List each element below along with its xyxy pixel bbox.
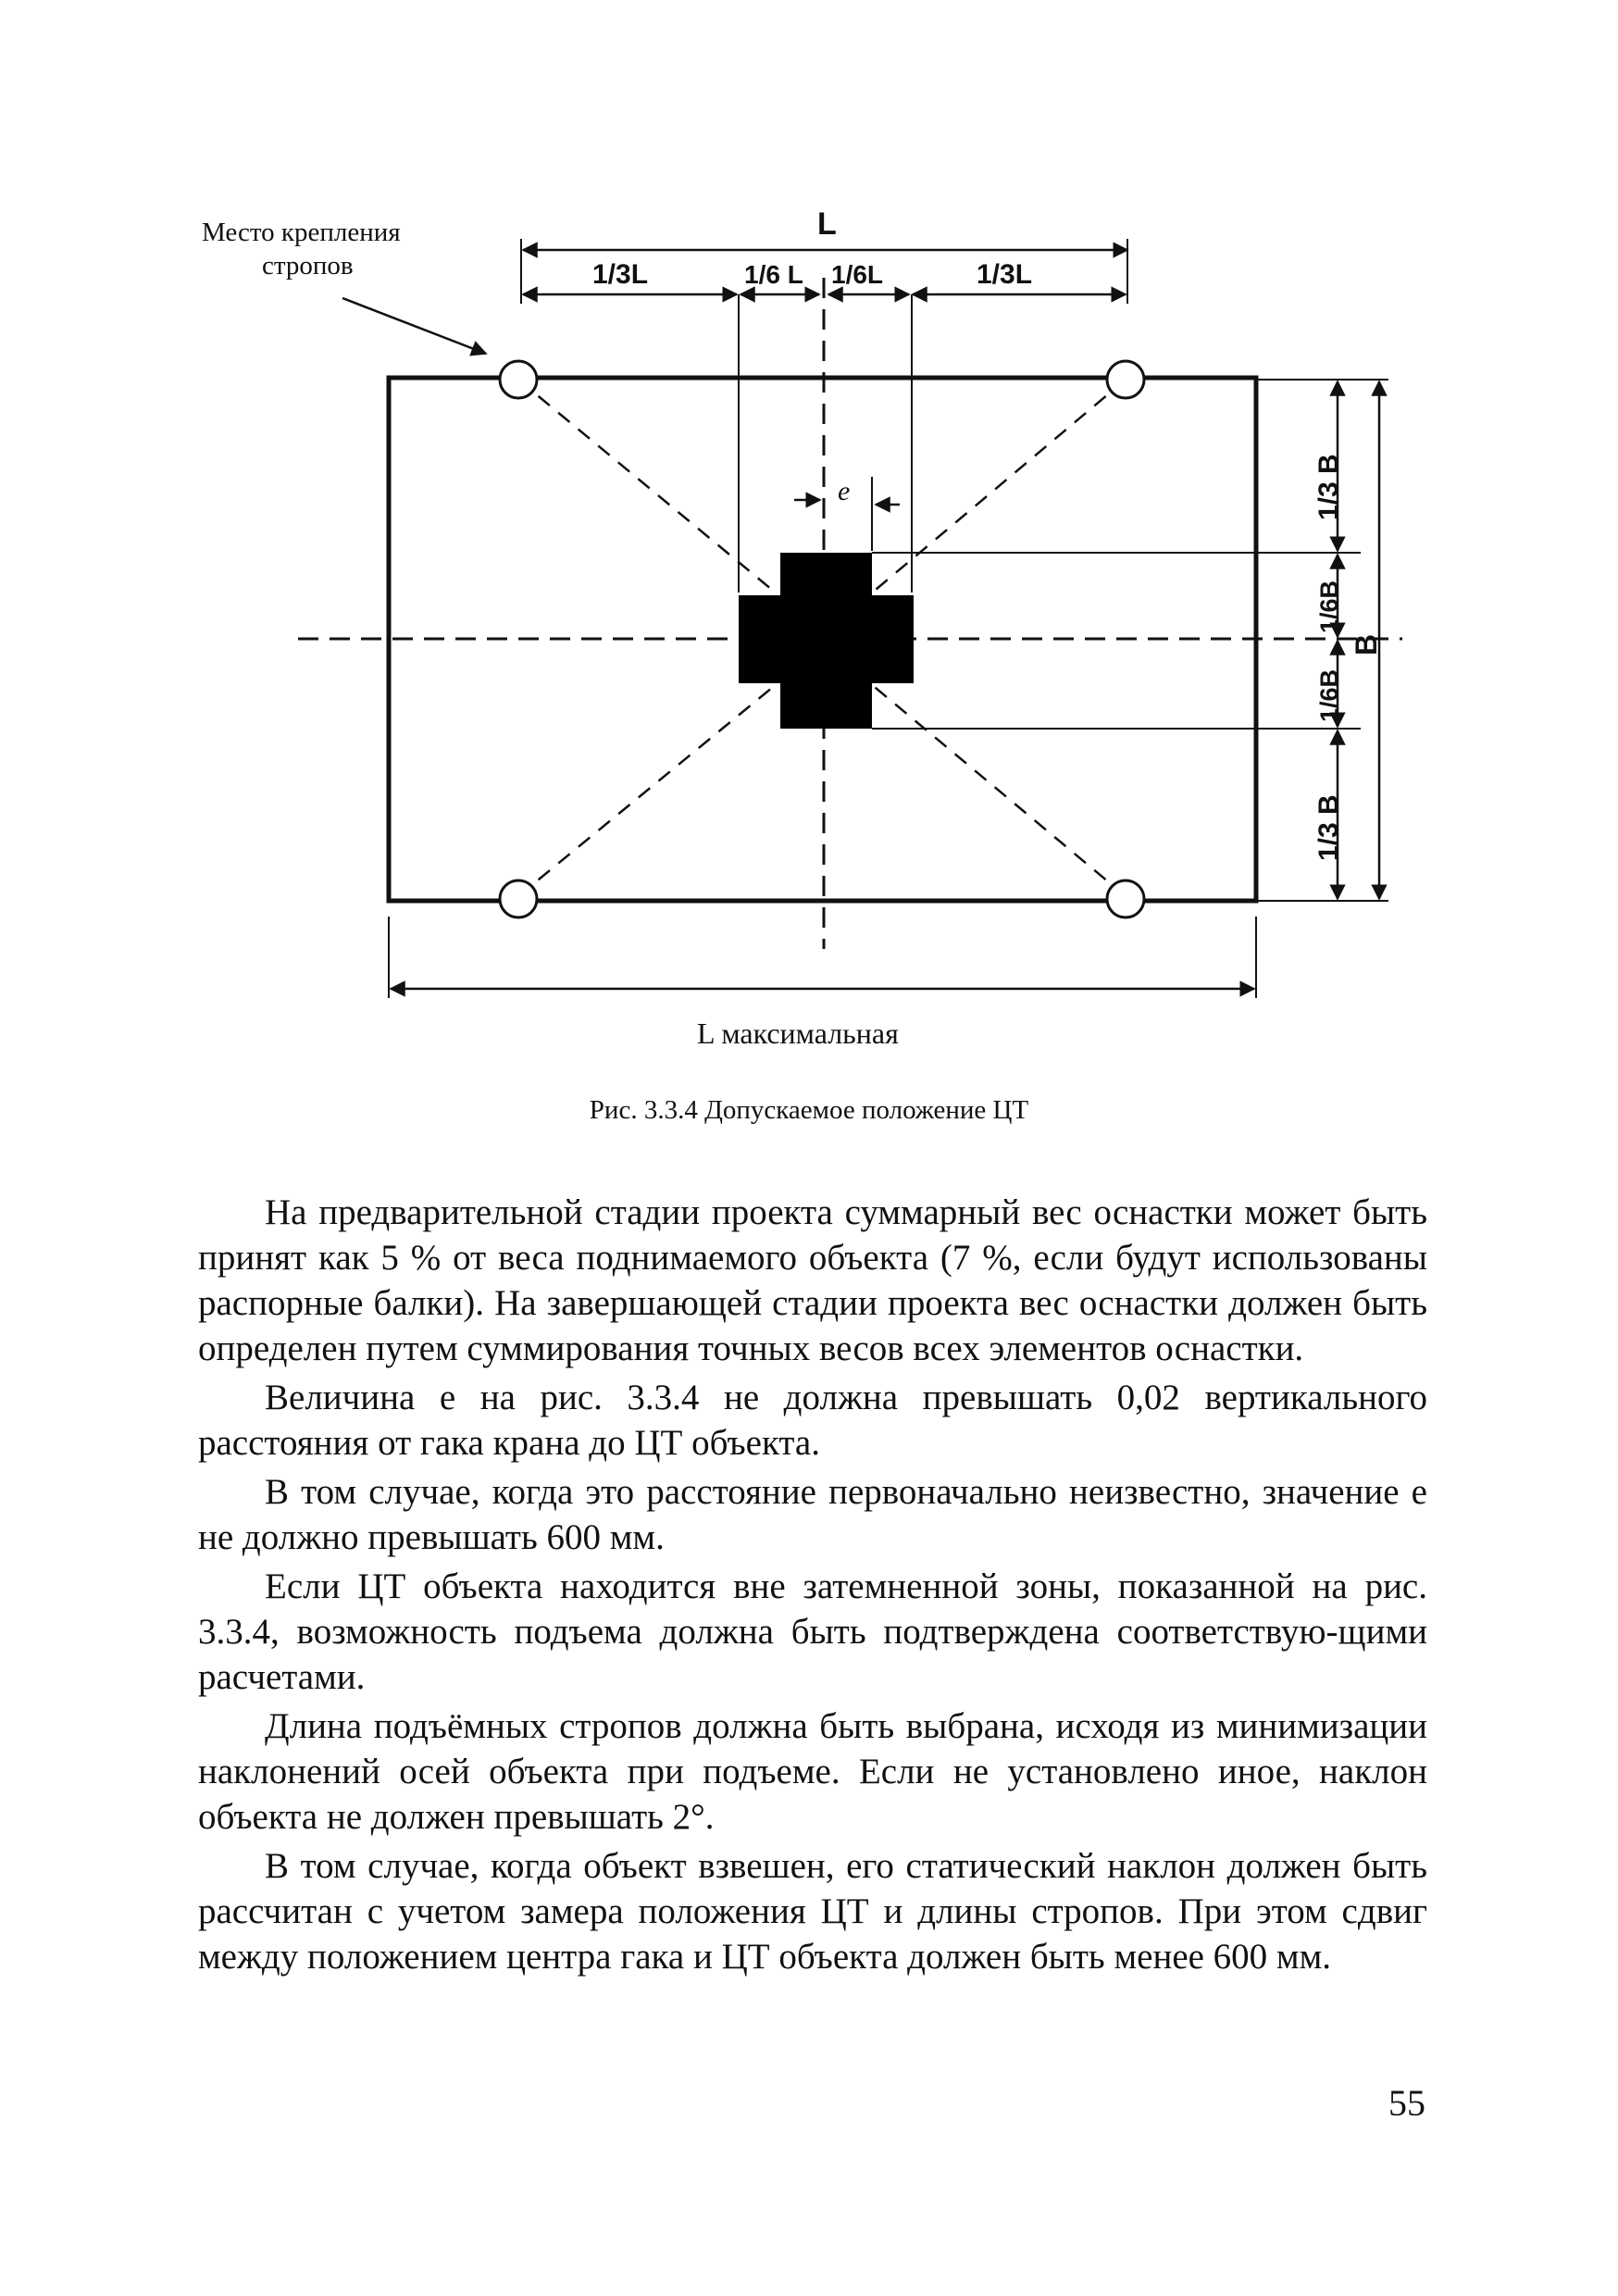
sling-point-label-line2: стропов [262,251,354,281]
page-number: 55 [1388,2082,1425,2124]
cg-position-diagram [0,0,1618,1065]
sling-line-bottom-right [870,683,1126,896]
sling-point-top-left [500,361,537,398]
body-text [198,1190,1427,1983]
paragraph: На предварительной стадии проекта суммарный вес оснастки может быть принят как 5 % от веса поднимаемого объекта (7 %, если будут использованы распорные балки). На завершающей стадии проекта вес оснастки должен быть определен путем суммирования точных весов всех элементов оснастки. [198,1192,1427,1368]
sling-point-bottom-right [1107,880,1144,917]
label-B: B [1350,633,1383,655]
paragraph: Если ЦТ объекта находится вне затемненной зоны, показанной на рис. 3.3.4, возможность подъема должна быть подтверждена соответствую-щими расчетами. [198,1566,1427,1697]
label-B-third-top: 1/3 B [1313,454,1344,520]
label-B-third-bottom: 1/3 B [1313,794,1344,861]
sling-point-top-right [1107,361,1144,398]
label-B-sixth-top: 1/6B [1315,580,1343,633]
paragraph: В том случае, когда объект взвешен, его статический наклон должен быть рассчитан с учетом замера положения ЦТ и длины стропов. При этом сдвиг между положением центра гака и ЦТ объекта должен быть менее 600 мм. [198,1846,1427,1977]
sling-line-bottom-left [518,683,778,896]
label-third-right: 1/3L [977,259,1033,290]
label-sixth-right: 1/6L [831,260,884,289]
label-L-max: L максимальная [697,1017,899,1050]
sling-line-top-right [870,380,1126,594]
sling-point-bottom-left [500,880,537,917]
label-B-sixth-bottom: 1/6B [1315,668,1343,722]
sling-label-leader [342,298,486,354]
figure-caption: Рис. 3.3.4 Допускаемое положение ЦТ [589,1095,1029,1125]
label-e: e [838,476,851,506]
sling-point-label-line1: Место крепления [202,218,401,247]
paragraph: Длина подъёмных стропов должна быть выбрана, исходя из минимизации наклонений осей объекта при подъеме. Если не установлено иное, наклон объекта не должен превышать 2°. [198,1706,1427,1837]
paragraph: Величина e на рис. 3.3.4 не должна превышать 0,02 вертикального расстояния от гака крана до ЦТ объекта. [198,1378,1427,1463]
label-sixth-left: 1/6 L [744,260,803,289]
paragraph: В том случае, когда это расстояние первоначально неизвестно, значение e не должно превышать 600 мм. [198,1472,1427,1557]
allowable-cg-zone [739,553,914,729]
label-L-top: L [817,206,837,242]
label-third-left: 1/3L [592,259,649,290]
